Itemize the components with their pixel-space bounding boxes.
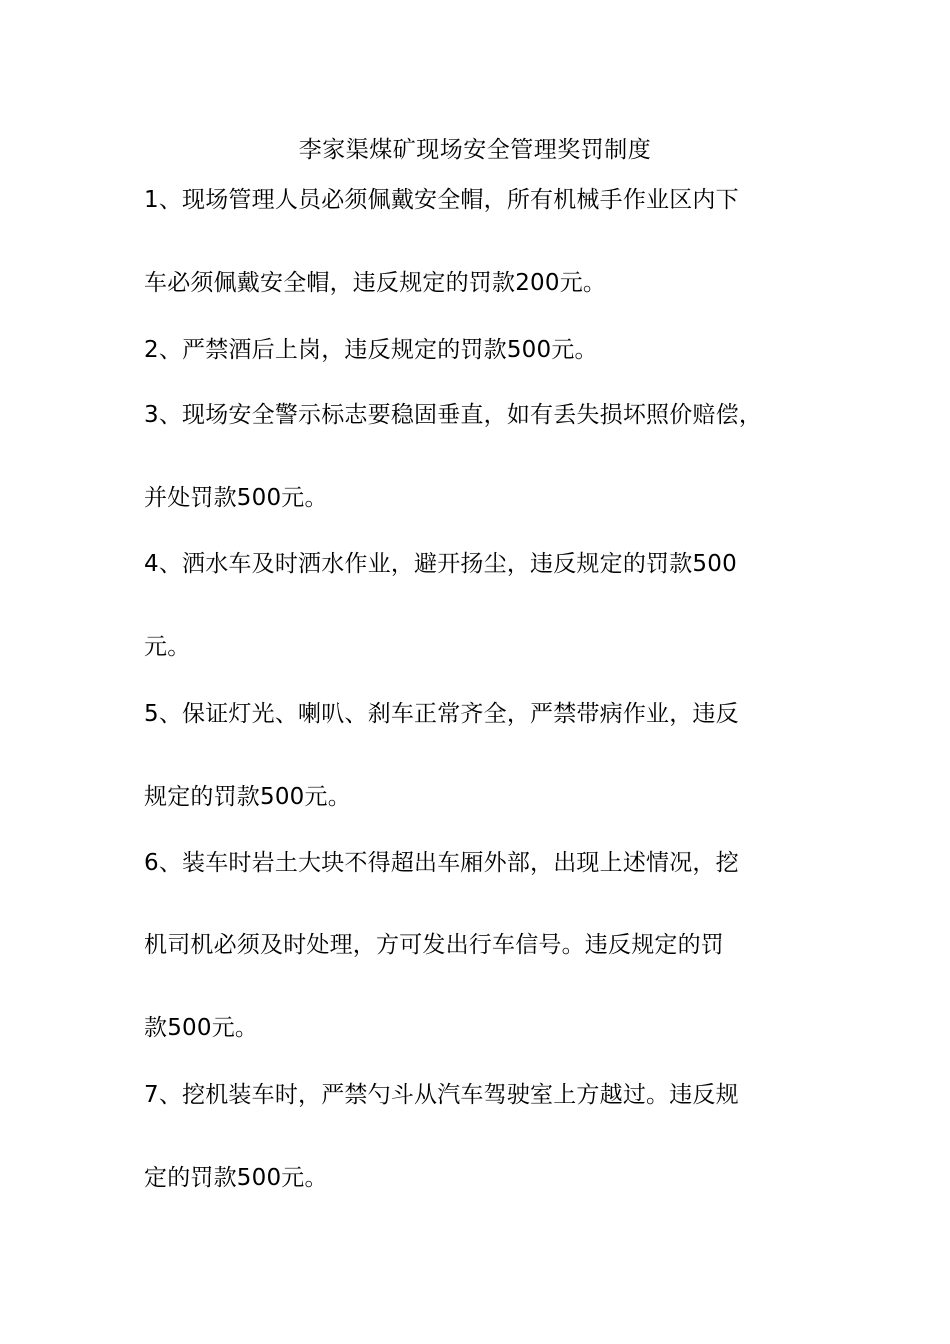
rule-7-line-2: 定的罚款500元。: [144, 1165, 328, 1191]
rule-4-line-1: 4、洒水车及时洒水作业，避开扬尘，违反规定的罚款500: [144, 551, 737, 577]
rule-5-line-2: 规定的罚款500元。: [144, 784, 351, 810]
rule-6-line-2: 机司机必须及时处理，方可发出行车信号。违反规定的罚: [144, 932, 724, 958]
rule-3-line-2: 并处罚款500元。: [144, 485, 328, 511]
rule-5-line-1: 5、保证灯光、喇叭、刹车正常齐全，严禁带病作业，违反: [144, 701, 739, 727]
rule-7-line-1: 7、挖机装车时，严禁勺斗从汽车驾驶室上方越过。违反规: [144, 1082, 739, 1108]
rule-1-line-1: 1、现场管理人员必须佩戴安全帽，所有机械手作业区内下: [144, 187, 739, 213]
rule-1-line-2: 车必须佩戴安全帽，违反规定的罚款200元。: [144, 270, 607, 296]
rule-4-line-2: 元。: [144, 634, 191, 660]
rule-6-line-3: 款500元。: [144, 1015, 259, 1041]
rule-2-line-1: 2、严禁酒后上岗，违反规定的罚款500元。: [144, 337, 598, 363]
document-title: 李家渠煤矿现场安全管理奖罚制度: [298, 137, 652, 163]
rule-3-line-1: 3、现场安全警示标志要稳固垂直，如有丢失损坏照价赔偿，: [144, 402, 763, 428]
rule-6-line-1: 6、装车时岩土大块不得超出车厢外部，出现上述情况，挖: [144, 850, 739, 876]
